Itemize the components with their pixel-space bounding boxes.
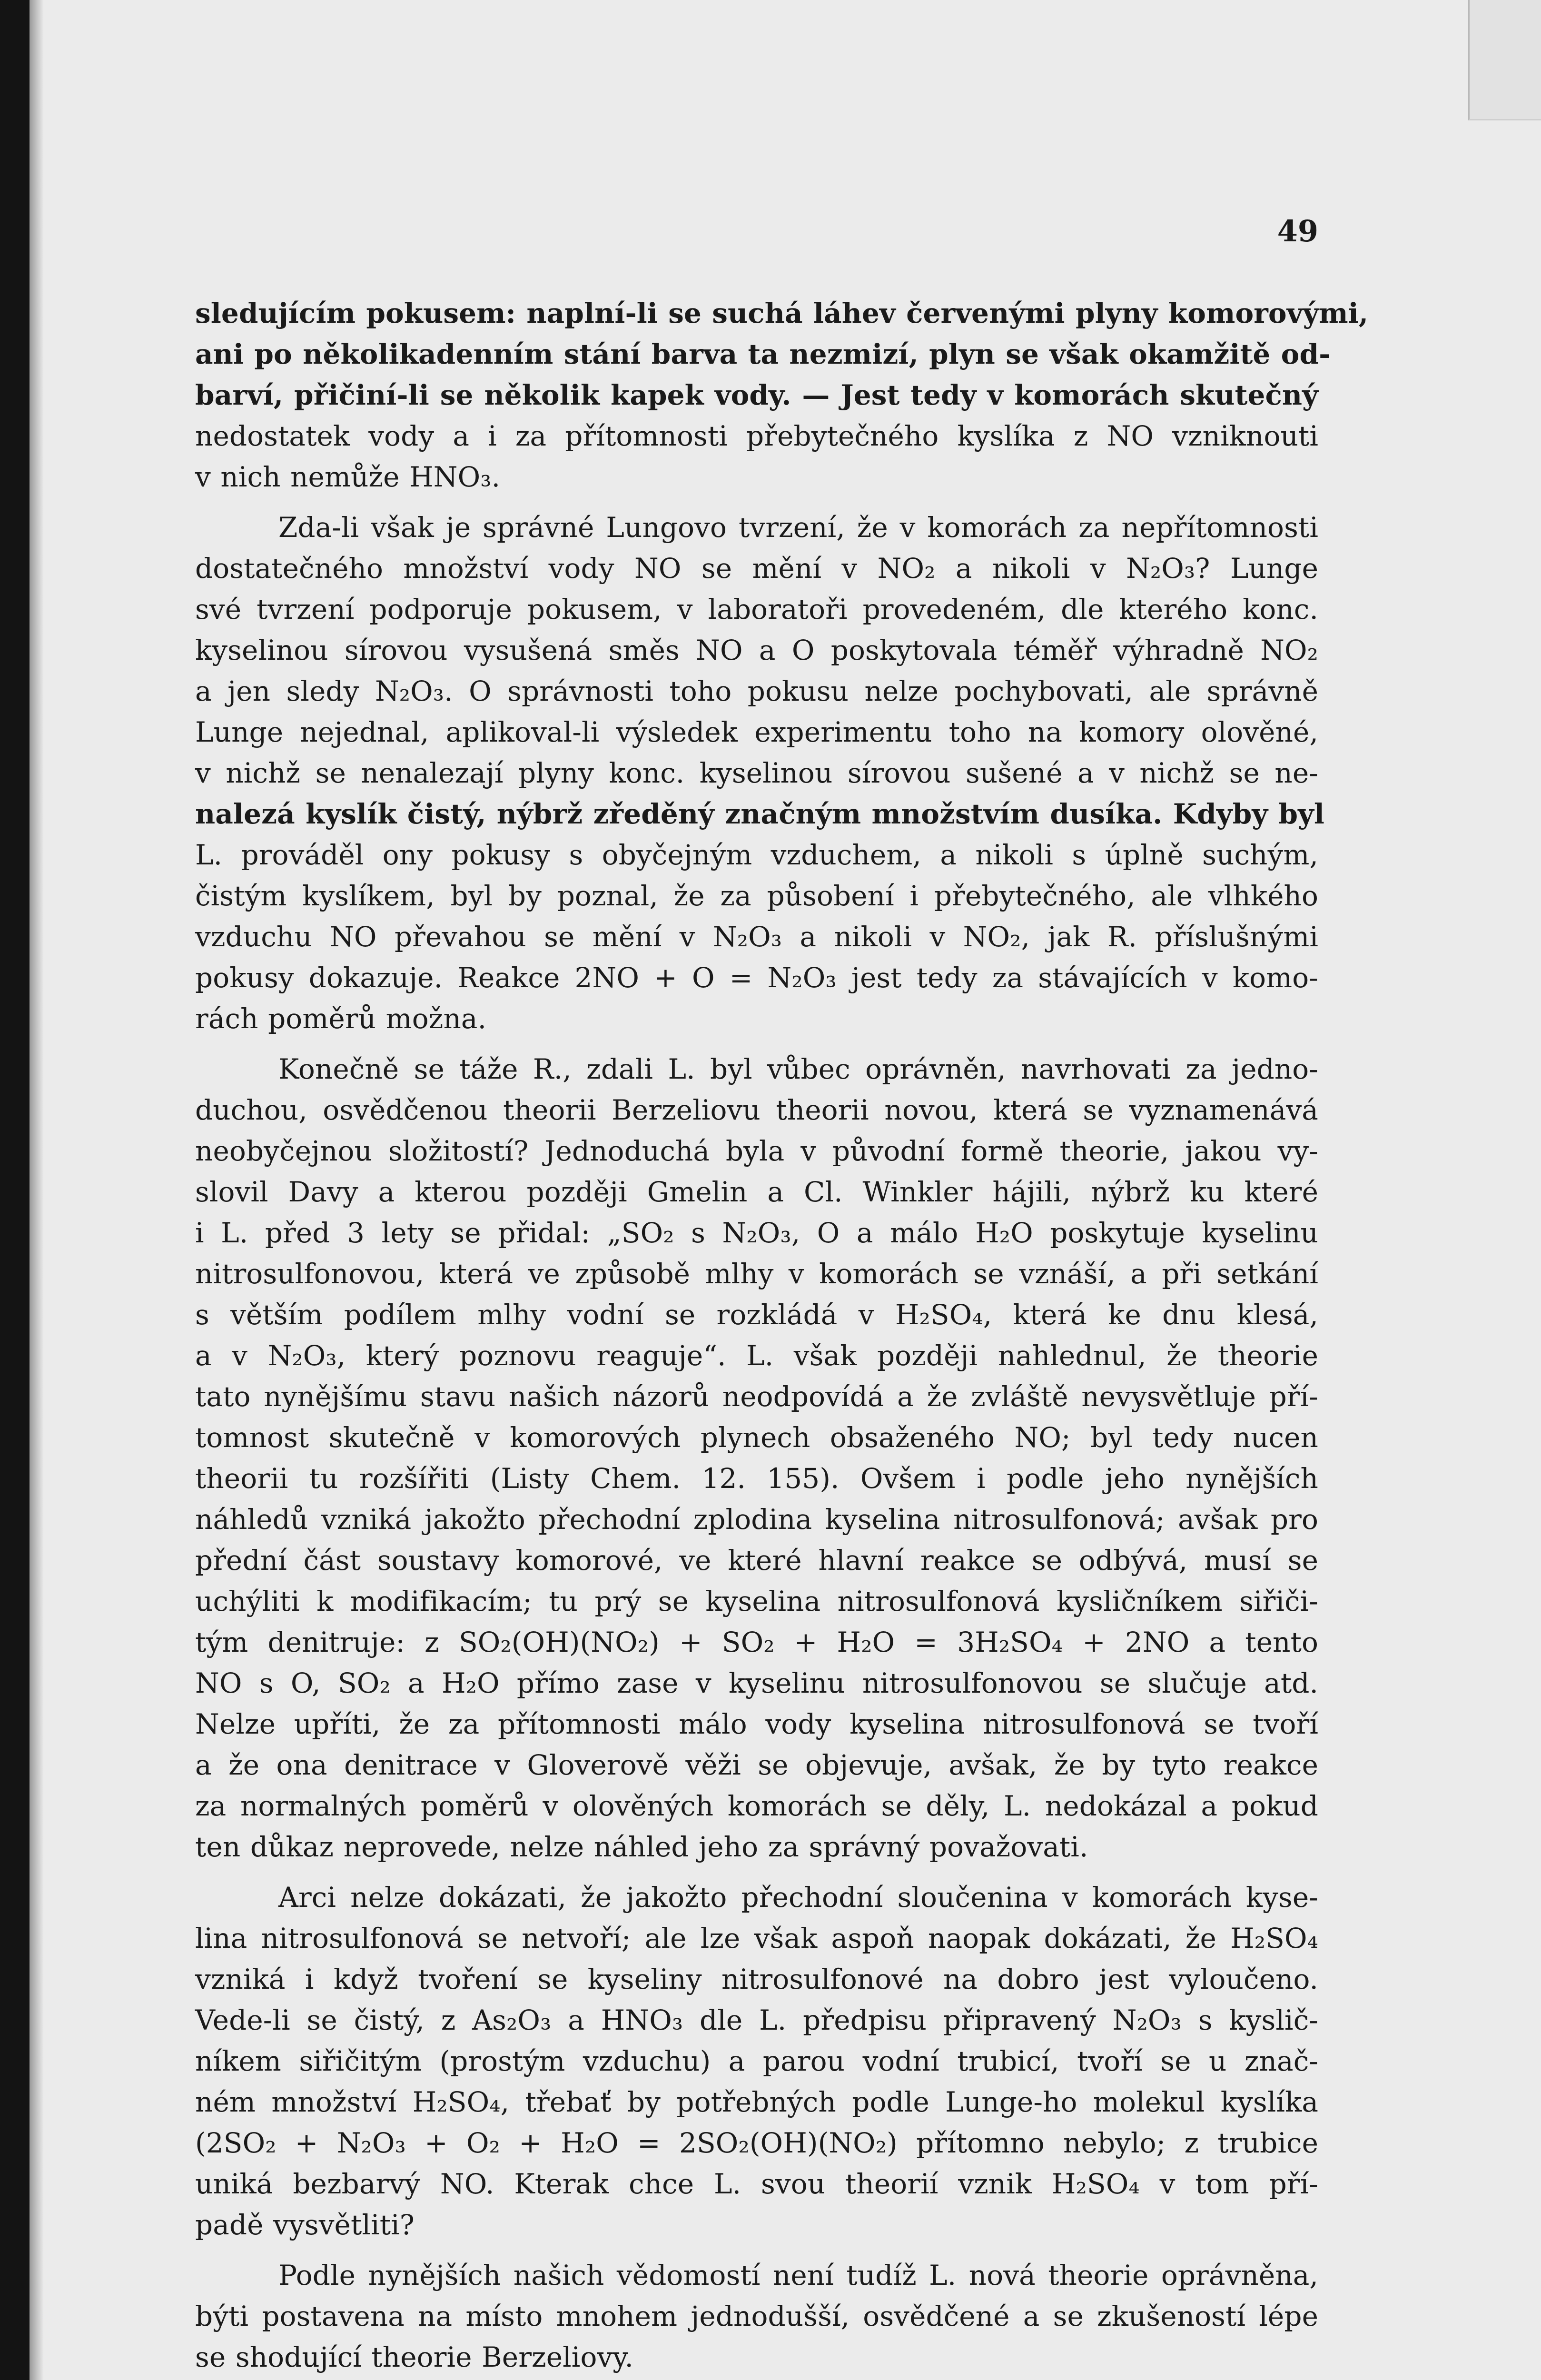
text-line: nalezá kyslík čistý, nýbrž zředěný značným množstvím dusíka. Kdyby byl — [195, 798, 1325, 830]
text-line: Nelze upříti, že za přítomnosti málo vody kyselina nitrosulfonová se tvoří — [195, 1708, 1318, 1740]
text-line: Arci nelze dokázati, že jakožto přechodní sloučenina v komorách kyse- — [278, 1881, 1318, 1914]
text-line: v nichž se nenalezají plyny konc. kyselinou sírovou sušené a v nichž se ne- — [195, 757, 1318, 789]
text-line: a že ona denitrace v Gloverově věži se objevuje, avšak, že by tyto reakce — [195, 1749, 1318, 1781]
text-line: duchou, osvědčenou theorii Berzeliovu theorii novou, která se vyznamenává — [195, 1094, 1318, 1126]
text-line: nitrosulfonovou, která ve způsobě mlhy v komorách se vznáší, a při setkání — [195, 1258, 1318, 1290]
text-line: (2SO₂ + N₂O₃ + O₂ + H₂O = 2SO₂(OH)(NO₂) přítomno nebylo; z trubice — [195, 2127, 1318, 2159]
paragraph-1 — [195, 293, 1369, 497]
text-line: a jen sledy N₂O₃. O správnosti toho pokusu nelze pochybovati, ale správně — [195, 675, 1318, 707]
scan-corner-mark — [1468, 0, 1541, 120]
text-line: přední část soustavy komorové, ve které hlavní reakce se odbývá, musí se — [195, 1544, 1318, 1577]
text-line: ani po několikadenním stání barva ta nezmizí, plyn se však okamžitě od- — [195, 338, 1331, 370]
text-line: za normalných poměrů v olověných komorách se děly, L. nedokázal a pokud — [195, 1790, 1318, 1822]
page-number: 49 — [1277, 214, 1318, 248]
text-line: tato nynějšímu stavu našich názorů neodpovídá a že zvláště nevysvětluje pří- — [195, 1380, 1318, 1413]
text-line: tomnost skutečně v komorových plynech obsaženého NO; byl tedy nucen — [195, 1421, 1318, 1454]
text-line: pokusy dokazuje. Reakce 2NO + O = N₂O₃ jest tedy za stávajících v komo- — [195, 962, 1318, 994]
text-line: s větším podílem mlhy vodní se rozkládá v H₂SO₄, která ke dnu klesá, — [195, 1299, 1318, 1331]
text-line: v nich nemůže HNO₃. — [195, 461, 501, 493]
text-line: NO s O, SO₂ a H₂O přímo zase v kyselinu nitrosulfonovou se slučuje atd. — [195, 1667, 1318, 1699]
text-line: sledujícím pokusem: naplní-li se suchá láhev červenými plyny komorovými, — [195, 297, 1369, 329]
text-line: vzduchu NO převahou se mění v N₂O₃ a nikoli v NO₂, jak R. příslušnými — [195, 921, 1318, 953]
text-line: slovil Davy a kterou později Gmelin a Cl. Winkler hájili, nýbrž ku které — [195, 1176, 1318, 1208]
text-line: ten důkaz neprovede, nelze náhled jeho za správný považovati. — [195, 1831, 1088, 1863]
text-line: uchýliti k modifikacím; tu prý se kyselina nitrosulfonová kysličníkem siřiči- — [195, 1585, 1318, 1617]
scan-left-edge — [0, 0, 30, 2380]
text-line: L. prováděl ony pokusy s obyčejným vzduchem, a nikoli s úplně suchým, — [195, 839, 1318, 871]
text-line: čistým kyslíkem, byl by poznal, že za působení i přebytečného, ale vlhkého — [195, 880, 1318, 912]
text-line: Vede-li se čistý, z As₂O₃ a HNO₃ dle L. předpisu připravený N₂O₃ s kyslič- — [195, 2004, 1318, 2036]
paragraph-3 — [195, 1049, 1318, 1867]
scan-binding-shadow — [30, 0, 44, 2380]
text-line: rách poměrů možna. — [195, 1002, 487, 1035]
text-line: Zda-li však je správné Lungovo tvrzení, že v komorách za nepřítomnosti — [278, 511, 1318, 544]
text-line: tým denitruje: z SO₂(OH)(NO₂) + SO₂ + H₂O = 3H₂SO₄ + 2NO a tento — [195, 1626, 1318, 1658]
text-line: vzniká i když tvoření se kyseliny nitrosulfonové na dobro jest vyloučeno. — [195, 1963, 1318, 1995]
paragraph-2 — [195, 507, 1325, 1039]
text-line: a v N₂O₃, který poznovu reaguje“. L. však později nahlednul, že theorie — [195, 1339, 1318, 1372]
text-line: se shodující theorie Berzeliovy. — [195, 2341, 634, 2373]
text-line: neobyčejnou složitostí? Jednoduchá byla v původní formě theorie, jakou vy- — [195, 1135, 1318, 1167]
text-line: Konečně se táže R., zdali L. byl vůbec oprávněn, navrhovati za jedno- — [278, 1053, 1318, 1085]
text-line: uniká bezbarvý NO. Kterak chce L. svou theorií vznik H₂SO₄ v tom pří- — [195, 2168, 1318, 2200]
text-line: náhledů vzniká jakožto přechodní zplodina kyselina nitrosulfonová; avšak pro — [195, 1503, 1318, 1536]
text-line: býti postavena na místo mnohem jednodušší, osvědčené a se zkušeností lépe — [195, 2300, 1318, 2332]
text-line: padě vysvětliti? — [195, 2209, 415, 2241]
text-body — [195, 293, 1369, 2378]
paragraph-4 — [195, 1877, 1318, 2245]
text-line: Lunge nejednal, aplikoval-li výsledek experimentu toho na komory olověné, — [195, 716, 1318, 748]
text-line: své tvrzení podporuje pokusem, v laboratoři provedeném, dle kterého konc. — [195, 593, 1318, 625]
text-line: dostatečného množství vody NO se mění v NO₂ a nikoli v N₂O₃? Lunge — [195, 552, 1318, 585]
paragraph-5 — [195, 2255, 1318, 2378]
text-line: Podle nynějších našich vědomostí není tudíž L. nová theorie oprávněna, — [278, 2259, 1318, 2291]
text-line: theorii tu rozšířiti (Listy Chem. 12. 155). Ovšem i podle jeho nynějších — [195, 1462, 1318, 1495]
text-line: barví, přičiní-li se několik kapek vody. — Jest tedy v komorách skutečný — [195, 379, 1318, 411]
text-line: i L. před 3 lety se přidal: „SO₂ s N₂O₃, O a málo H₂O poskytuje kyselinu — [195, 1217, 1318, 1249]
text-line: nedostatek vody a i za přítomnosti přebytečného kyslíka z NO vzniknouti — [195, 420, 1318, 452]
text-line: ném množství H₂SO₄, třebať by potřebných podle Lunge-ho molekul kyslíka — [195, 2086, 1318, 2118]
text-line: níkem siřičitým (prostým vzduchu) a parou vodní trubicí, tvoří se u znač- — [195, 2045, 1318, 2077]
text-line: lina nitrosulfonová se netvoří; ale lze však aspoň naopak dokázati, že H₂SO₄ — [195, 1922, 1318, 1954]
text-line: kyselinou sírovou vysušená směs NO a O poskytovala téměř výhradně NO₂ — [195, 634, 1318, 666]
